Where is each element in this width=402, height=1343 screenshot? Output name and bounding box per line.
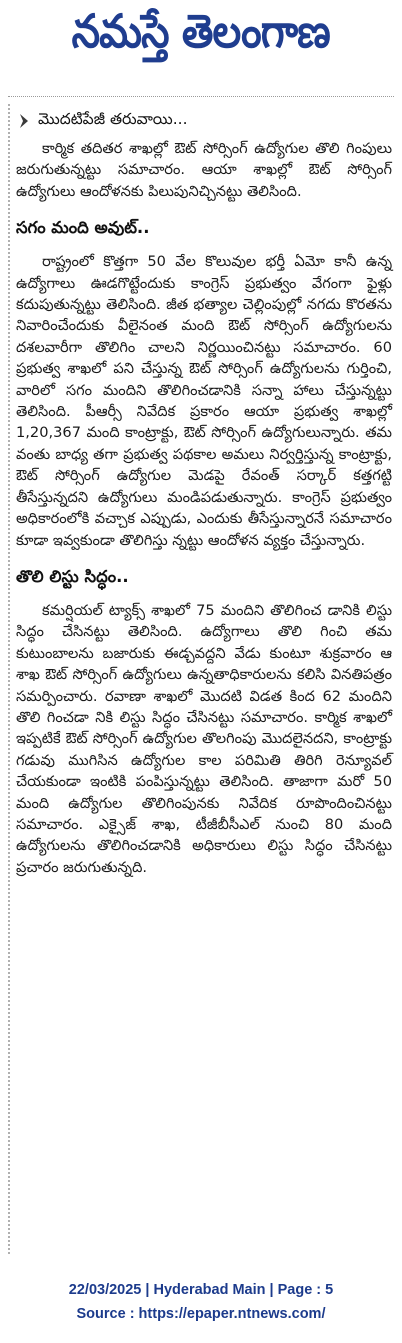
header-divider (8, 96, 394, 97)
kicker-text: మొదటిపేజీ తరువాయి... (38, 110, 188, 128)
newspaper-title: నమస్తే తెలంగాణ (71, 4, 331, 58)
subheading-first-list: తొలి లిస్టు సిద్ధం.. (16, 566, 129, 586)
footer-date-edition: 22/03/2025 | Hyderabad Main | Page : 5 (68, 1282, 334, 1298)
subheading-half-out: సగం మంది అవుట్.. (16, 218, 150, 238)
chevron-right-icon (18, 113, 30, 129)
footer-source: Source : https://epaper.ntnews.com/ (76, 1306, 326, 1322)
section-paragraph-1: రాష్ట్రంలో కొత్తగా 50 వేల కొలువుల భర్తీ ఏమో కానీ ఉన్న ఉద్యోగాలు ఊడగొట్టేందుకు కాంగ్రెస్ ప్రభుత్వం వేగంగా ఫైళ్లు కదుపుతున్నట్టు తెలిసింది. జీత భత్యాల చెల్లింపుల్లో నగదు కొరతను నివారించేందుకు వీలైనంత మంది ఔట్ సోర్సింగ్ ఉద్యోగులను దశలవారీగా తొలిగిం చాలని నిర్ణయించినట్టు సమాచారం. 60 ప్రభుత్వ శాఖలో పని చేస్తున్న ఔట్ సోర్సింగ్ ఉద్యోగులను గుర్తించి, వారిలో సగం మందిని తొలిగించడానికి సన్నా హాలు చేస్తున్నట్టు తెలిసింది. పీఆర్సీ నివేదిక ప్రకారం ఆయా ప్రభుత్వ శాఖల్లో 1,20,367 మంది కాంట్రాక్టు, ఔట్ సోర్సింగ్ ఉద్యోగులున్నారు. తమ వంతు బాధ్య తగా ప్రభుత్వ పథకాల అమలు నిర్వర్తిస్తున్న కాంట్రాక్టు, ఔట్ సోర్సింగ్ ఉద్యోగుల మెడపై రేవంత్ సర్కార్ కత్తగట్టి తీసేస్తున్నదని ఉద్యోగులు మండిపడుతున్నారు. కాంగ్రెస్ ప్రభుత్వం అధికారంలోకి వచ్చాక ఎప్పుడు, ఎందుకు తీసేస్తున్నారనే సమాచారం కూడా ఇవ్వకుండా తొలిగిస్తు న్నట్టు ఆందోళన వ్యక్తం చేస్తున్నారు. (16, 253, 392, 549)
intro-paragraph: కార్మిక తదితర శాఖల్లో ఔట్ సోర్సింగ్ ఉద్యోగుల తొలి గింపులు జరుగుతున్నట్టు సమాచారం. ఆయా శాఖల్లో ఔట్ సోర్సింగ్ ఉద్యోగులు ఆందోళనకు పిలుపునిచ్చినట్టు తెలిసింది. (16, 140, 392, 200)
continuation-kicker (16, 104, 392, 138)
masthead (0, 0, 402, 74)
section-paragraph-2: కమర్షియల్ ట్యాక్స్ శాఖలో 75 మందిని తొలిగించ డానికి లిస్టు సిద్ధం చేసినట్టు తెలిసింది. ఉద్యోగాలు తొలి గించి తమ కుటుంబాలను బజారుకు ఈడ్చవద్దని వేడు కుంటూ శుక్రవారం ఆ శాఖ ఔట్ సోర్సింగ్ ఉద్యోగులు ఉన్నతాధికారులను కలిసి వినతిపత్రం సమర్పించారు. రవాణా శాఖలో మొదటి విడత కింద 62 మందిని తొలి గించడా నికి లిస్టు సిద్ధం చేసినట్టు సమాచారం. కార్మిక శాఖలో ఇప్పటికే ఔట్ సోర్సింగ్ ఉద్యోగుల తొలగింపు మొదలైనదని, కాంట్రాక్టు గడువు ముగిసిన ఉద్యోగుల కాల పరిమితి తిరిగి రెన్యూవల్ చేయకుండా ఇంటికి పంపిస్తున్నట్టు తెలిసింది. తాజాగా మరో 50 మంది ఉద్యోగుల తొలిగింపునకు నివేదిక రూపొందించినట్టు సమాచారం. ఎక్సైజ్ శాఖ, టీజీబీసీఎల్ నుంచి 80 మంది ఉద్యోగులను తొలిగించడానికి అధికారులు లిస్టు సిద్ధం చేసినట్టు ప్రచారం జరుగుతున్నది. (16, 601, 392, 876)
article-clipping (8, 104, 392, 1254)
